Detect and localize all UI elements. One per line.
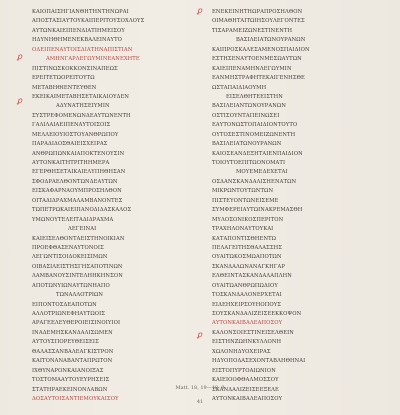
left-column-line: ΗΔΥΝΗΘΗΜΕΝΕΚΒΑΛΕΙΝΑΥΤΟ <box>32 37 123 44</box>
biblical-reference: Matt. 18, 19—18, 9 <box>175 385 225 391</box>
right-column-line: ΕΛΘΕΙΝΤΑΣΚΑΝΔΑΛΑΠΛΗΝ <box>212 273 292 280</box>
right-column-line: ΣΚΑΝΔΑΛΙΖΕΙΣΕΕΞΕΛΕ <box>212 386 279 393</box>
right-column-line: ΤΟΣΚΑΝΔΑΛΟΝΕΡΧΕΤΑΙ <box>212 292 282 299</box>
right-column-line: ΤΡΑΧΗΛΟΝΑΥΤΟΥΚΑΙ <box>212 226 274 233</box>
right-column-line: ΕΙΔΕΗΧΕΙΡΣΟΥΗΟΠΟΥΣ <box>212 301 282 308</box>
right-column-line: ΒΑΣΙΛΕΙΑΝΤΩΝΟΥΡΑΝΩΝ <box>212 103 287 110</box>
left-column-line: ΤΩΠΕΤΡΩΚΑΙΕΙΠΑΝΟΔΙΔΑΣΚΑΛΟΣ <box>32 207 132 214</box>
right-column-line: ΟΥΑΙΤΩΚΟΣΜΩΑΠΟΤΩΝ <box>212 254 282 261</box>
right-column-line: ΕΣΤΗΣΕΝΑΥΤΟΕΝΜΕΣΩΑΥΤΩΝ <box>212 56 302 63</box>
left-column-line: ΜΕΤΑΒΗΘΙΕΝΤΕΥΘΕΝ <box>32 84 97 91</box>
left-column-line: ΑΜΗΝΓΑΡΛΕΓΩΥΜΙΝΕΑΝΕΧΗΤΕ <box>46 56 140 63</box>
left-column-line: ΑΥΤΩΝΚΑΙΕΙΠΕΝΔΙΑΤΙΗΜΕΙΣΟΥ <box>32 27 125 34</box>
left-column-line: ΟΔΕΙΠΕΝΑΥΤΟΙΣΔΙΑΤΗΝΑΠΙΣΤΙΑΝ <box>32 46 133 53</box>
right-column-line: ΑΥΤΟΝΚΑΙΒΑΛΕΑΠΟΣΟΥ <box>212 395 283 402</box>
right-column-line: ΒΑΣΙΛΕΙΑΤΩΝΟΥΡΑΝΩΝ <box>212 141 282 148</box>
right-column-line: ΚΑΙΕΙΠΕΝΑΜΗΝΛΕΓΩΥΜΙΝ <box>212 65 292 72</box>
right-column-line: ΕΙΣΕΛΘΗΤΕΕΙΣΤΗΝ <box>226 93 283 100</box>
right-column-line: ΕΙΣΤΟΠΥΡΤΟΑΙΩΝΙΟΝ <box>212 367 276 374</box>
left-column-line: ΑΠΟΤΩΝΥΙΩΝΑΥΤΩΝΗΑΠΟ <box>32 282 110 289</box>
left-column-line: ΑΔΥΝΑΤΗΣΕΙΥΜΙΝ <box>56 103 110 110</box>
left-column-line: ΑΡΑΓΕΕΛΕΥΘΕΡΟΙΕΙΣΙΝΟΙΥΙΟΙ <box>32 320 121 327</box>
left-column-line: ΟΙΒΑΣΙΛΕΙΣΤΗΣΓΗΣΑΠΟΤΙΝΩΝ <box>32 263 123 270</box>
right-column-line: ΣΥΜΦΕΡΕΙΑΥΤΩΙΝΑΚΡΕΜΑΣΘΗ <box>212 207 303 214</box>
left-column-line: ΛΕΓΕΙΝΑΙ <box>68 226 97 233</box>
marginal-sigil-right-2: ꝑ <box>197 330 203 339</box>
left-column-line: ΤΩΝΑΛΛΟΤΡΙΩΝ <box>56 292 104 299</box>
left-column-line: ΕΚΕΙΚΑΙΜΕΤΑΒΗΣΕΤΑΙΚΑΙΟΥΔΕΝ <box>32 93 130 100</box>
right-column-line: ΟΥΑΙΤΩΑΝΘΡΩΠΩΔΙΟΥ <box>212 282 278 289</box>
left-column-line: ΠΙΣΤΙΝΩΣΚΟΚΚΟΝΣΙΝΑΠΕΩΣ <box>32 65 118 72</box>
right-column-line: ΜΟΥΕΜΕΔΕΧΕΤΑΙ <box>236 169 288 176</box>
left-column-line: ΤΟΣΤΟΜΑΑΥΤΟΥΕΥΡΗΣΕΙΣ <box>32 377 110 384</box>
right-column-line: ΚΑΙΟΣΕΑΝΔΕΞΗΤΑΙΕΝΠΑΙΔΙΟΝ <box>212 150 303 157</box>
right-column-line: ΤΙΣΑΡΑΜΕΙΖΩΝΕΣΤΙΝΕΝΤΗ <box>212 27 293 34</box>
left-column-line: ΓΑΛΙΛΑΙΑΕΙΠΕΝΑΥΤΟΙΣΟΙΣ <box>32 122 111 129</box>
right-column-line: ΧΩΛΟΝΗΔΥΟΧΕΙΡΑΣ <box>212 348 271 355</box>
left-text-column <box>32 8 172 404</box>
left-column-line: ΥΜΩΝΟΥΤΕΛΕΙΤΑΔΙΔΡΑΧΜΑ <box>32 216 114 223</box>
right-column-line: ΜΙΚΡΩΝΤΟΥΤΩΝΤΩΝ <box>212 188 274 195</box>
left-column-line: ΛΑΜΒΑΝΟΥΣΙΝΤΕΛΗΗΚΗΝΣΟΝ <box>32 273 123 280</box>
right-column-line: ΠΕΛΑΓΕΙΤΗΣΘΑΛΑΣΣΗΣ <box>212 244 283 251</box>
left-column-line: ΑΝΘΡΩΠΩΝΚΑΙΑΠΟΚΤΕΝΟΥΣΙΝ <box>32 150 125 157</box>
left-column-line: ΣΥΣΤΡΕΦΟΜΕΝΩΝΔΕΑΥΤΩΝΕΝΤΗ <box>32 112 131 119</box>
left-column-line: ΙΧΘΥΝΑΡΟΝΚΑΙΑΝΟΙΞΑΣ <box>32 367 104 374</box>
left-column-line: ΑΛΛΟΤΡΙΩΝΕΦΗΑΥΤΩΟΙΣ <box>32 311 106 317</box>
left-column-line: ΛΕΓΩΝΤΙΣΟΙΔΟΚΕΙΣΙΜΩΝ <box>32 254 108 261</box>
right-column-line: ΗΔΥΟΠΟΔΑΣΕΧΟΝΤΑΒΛΗΘΗΝΑΙ <box>212 358 306 365</box>
right-text-column <box>212 8 352 404</box>
right-column-line: ΕΙΣΤΗΝΖΩΗΝΚΥΛΛΟΝΗ <box>212 339 282 346</box>
right-column-line: ΟΣΤΙΣΟΥΝΤΑΠΕΙΝΩΣΕΙ <box>212 112 280 119</box>
right-column-line: ΕΑΥΤΟΝΩΣΤΟΠΑΙΔΙΟΝΤΟΥΤΟ <box>212 122 298 129</box>
left-column-line: ΙΝΑΔΕΜΗΣΚΑΝΔΑΛΙΣΩΜΕΝ <box>32 329 113 336</box>
right-column-line: ΣΚΑΝΔΑΛΩΝΑΝΑΓΚΗΓΑΡ <box>212 263 285 270</box>
right-column-line: ΚΑΤΑΠΟΝΤΙΣΘΗΕΝΤΩ <box>212 235 277 242</box>
right-column-line: ΚΑΙΠΡΟΣΚΑΛΕΣΑΜΕΝΟΣΠΑΙΔΙΟΝ <box>212 46 310 53</box>
right-column-line: ΕΑΝΜΗΣΤΡΑΦΗΤΕΚΑΙΓΕΝΗΣΘΕ <box>212 75 305 82</box>
right-column-line: ΣΟΥΣΚΑΝΔΑΛΙΖΕΙΣΕΕΚΚΟΨΟΝ <box>212 311 302 317</box>
right-column-line: ΚΑΙΕΙΟΟΦΘΑΛΜΟΣΣΟΥ <box>212 377 279 384</box>
folio-number: 41 <box>196 399 204 405</box>
left-column-line: ΕΡΕΙΤΕΤΩΟΡΕΙΤΟΥΤΩ <box>32 75 95 82</box>
marginal-sigil-right-1: ꝑ <box>197 6 203 15</box>
left-column-line: ΕΙΣΚΑΦΑΡΝΑΟΥΜΠΡΟΣΗΛΘΟΝ <box>32 188 122 195</box>
right-column-line: ΑΥΤΟΝΚΑΙΒΑΛΕΑΠΟΣΟΥ <box>212 320 283 327</box>
left-column-line: ΟΙΤΑΔΙΔΡΑΧΜΑΛΑΜΒΑΝΟΝΤΕΣ <box>32 197 123 204</box>
right-column-line: ΟΣΔΑΝΣΚΑΝΔΑΛΙΣΗΕΝΑΤΩΝ <box>212 178 297 185</box>
right-column-line: ΕΝΕΚΕΙΝΗΤΗΩΡΑΠΡΟΣΗΛΘΟΝ <box>212 9 303 15</box>
left-column-line: ΑΠΟΣΤΑΣΙΑΥΤΟΥΚΑΙΠΕΡΙΤΟΥΣΟΧΛΟΥΣ <box>32 18 145 25</box>
left-column-line: ΚΑΙΕΙΣΕΛΘΟΝΤΑΕΙΣΤΗΝΟΙΚΙΑΝ <box>32 235 125 242</box>
left-column-line: ΚΑΙΟΠΑΙΣΗΓΙΑΝΘΗΤΗΝΤΗΝΩΡΑΙ <box>32 9 129 15</box>
right-column-line: ΟΥΤΟΣΕΣΤΙΝΟΜΕΙΖΩΝΕΝΤΗ <box>212 131 296 138</box>
left-column-line: ΣΤΑΤΗΡΑΕΚΕΙΝΟΝΛΑΒΩΝ <box>32 386 108 393</box>
left-column-line: ΣΦΟΔΡΑΕΛΘΟΝΤΩΝΔΕΑΥΤΩΝ <box>32 178 118 185</box>
marginal-sigil-left-1: ꝑ <box>17 52 23 61</box>
left-column-line: ΜΕΛΛΕΙΟΥΙΟΣΤΟΥΑΝΘΡΩΠΟΥ <box>32 131 119 138</box>
right-column-line: ΜΥΛΟΣΟΝΙΚΟΣΠΕΡΙΤΟΝ <box>212 216 284 223</box>
left-column-line: ΘΑΛΑΣΣΑΝΒΑΛΕΑΓΚΙΣΤΡΟΝ <box>32 348 114 355</box>
right-column-line: ΟΙΜΑΘΗΤΑΙΤΩΙΗΣΟΥΛΕΓΟΝΤΕΣ <box>212 18 305 25</box>
left-column-line: ΔΟΣΑΥΤΟΙΣΑΝΤΙΕΜΟΥΚΑΙΣΟΥ <box>32 395 119 402</box>
left-column-line: ΠΑΡΑΔΙΔΟΣΘΑΙΕΙΣΧΕΙΡΑΣ <box>32 141 108 148</box>
left-column-line: ΕΙΠΟΝΤΟΣΔΕΑΠΟΤΩΝ <box>32 301 97 308</box>
left-column-line: ΚΑΙΤΟΝΑΝΑΒΑΝΤΑΠΡΩΤΟΝ <box>32 358 113 365</box>
right-column-line: ΚΑΛΟΝΣΟΙΕΣΤΙΝΕΙΣΕΛΘΕΙΝ <box>212 329 294 336</box>
right-column-line: ΩΣΤΑΠΑΙΔΙΑΟΥΜΗ <box>212 84 267 91</box>
right-column-line: ΤΟΙΟΥΤΟΕΠΙΤΩΟΝΟΜΑΤΙ <box>212 160 286 166</box>
left-column-line: ΕΓΕΡΘΗΣΕΤΑΙΚΑΙΕΛΥΠΗΘΗΣΑΝ <box>32 169 126 176</box>
marginal-sigil-left-2: ꝑ <box>17 96 23 105</box>
right-column-line: ΒΑΣΙΛΕΙΑΤΩΝΟΥΡΑΝΩΝ <box>236 37 306 44</box>
left-column-line: ΠΡΟΕΦΘΑΣΕΝΑΥΤΟΝΟΙΣ <box>32 244 104 251</box>
left-column-line: ΑΥΤΟΥΣΠΟΡΕΥΘΕΙΣΕΙΣ <box>32 339 99 346</box>
left-column-line: ΑΥΤΟΝΚΑΙΤΗΤΡΙΤΗΗΜΕΡΑ <box>32 160 110 166</box>
right-column-line: ΠΙΣΤΕΥΟΝΤΩΝΕΙΣΕΜΕ <box>212 197 279 204</box>
